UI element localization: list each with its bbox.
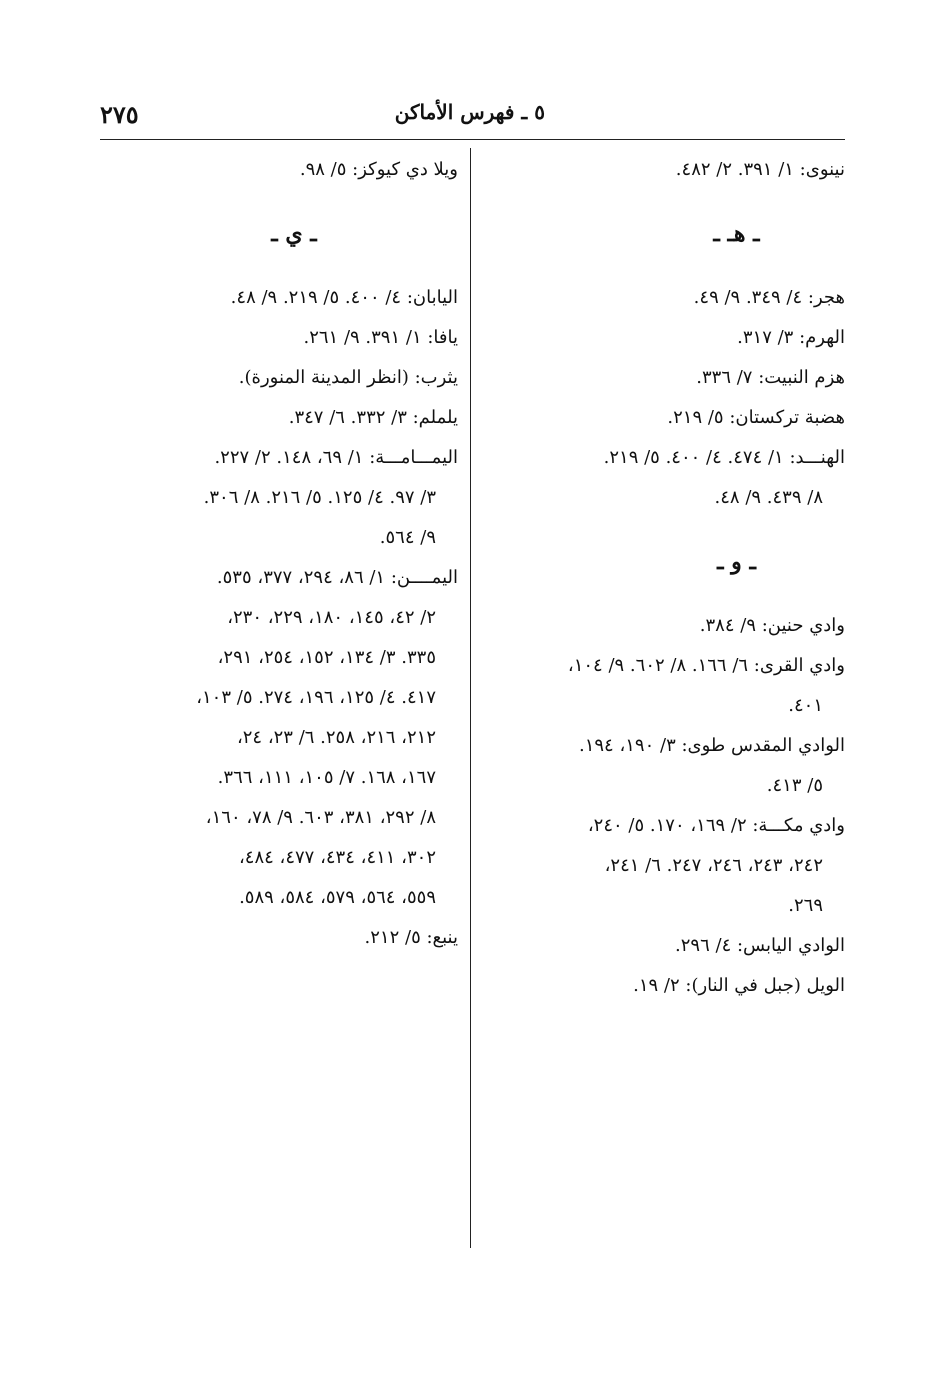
index-entry: الوادي اليابس: ٤/ ٢٩٦. [675,935,845,956]
index-entry-continuation: ٢/ ٤٢، ١٤٥، ١٨٠، ٢٢٩، ٢٣٠، [227,607,436,628]
index-entry-continuation: ٢١٢، ٢١٦، ٢٥٨. ٦/ ٢٣، ٢٤، [236,727,436,748]
index-entry: هجر: ٤/ ٣٤٩. ٩/ ٤٩. [693,287,845,308]
index-entry: اليمــــن: ١/ ٨٦، ٢٩٤، ٣٧٧، ٥٣٥. [216,567,458,588]
index-entry: وادي مكـــة: ٢/ ١٦٩، ١٧٠. ٥/ ٢٤٠، [587,815,845,836]
index-entry-continuation: ٤١٧. ٤/ ١٢٥، ١٩٦، ٢٧٤. ٥/ ١٠٣، [196,687,436,708]
header-rule [100,139,845,140]
index-entry: يافا: ١/ ٣٩١. ٩/ ٢٦١. [303,327,458,348]
index-entry-continuation: ٢٦٩. [788,895,823,916]
running-title: ٥ ـ فهرس الأماكن [394,100,545,124]
index-entry: هزم النبيت: ٧/ ٣٣٦. [696,367,845,388]
index-entry-continuation: ٣٠٢، ٤١١، ٤٣٤، ٤٧٧، ٤٨٤، [238,847,436,868]
section-letter-h: ـ هـ ـ [713,221,760,247]
index-entry-continuation: ٤٠١. [788,695,823,716]
page-number: ٢٧٥ [100,100,139,129]
index-entry-continuation: ٣٣٥. ٣/ ١٣٤، ١٥٢، ٢٥٤، ٢٩١، [217,647,436,668]
index-entry: وادي القرى: ٦/ ١٦٦. ٨/ ٦٠٢. ٩/ ١٠٤، [567,655,845,676]
index-entry-continuation: ٨/ ٤٣٩. ٩/ ٤٨. [714,487,823,508]
index-entry-continuation: ٨/ ٢٩٢، ٣٨١، ٦٠٣. ٩/ ٧٨، ١٦٠، [205,807,436,828]
index-entry: يلملم: ٣/ ٣٣٢. ٦/ ٣٤٧. [288,407,458,428]
right-column [488,150,845,1006]
index-entry: ينبع: ٥/ ٢١٢. [364,927,458,948]
index-entry: اليابان: ٤/ ٤٠٠. ٥/ ٢١٩. ٩/ ٤٨. [230,287,458,308]
index-entry: الهرم: ٣/ ٣١٧. [737,327,845,348]
index-entry: يثرب: (انظر المدينة المنورة). [238,367,458,388]
section-letter-w: ـ و ـ [717,549,756,575]
index-entry: اليمـــامـــة: ١/ ٦٩، ١٤٨. ٢/ ٢٢٧. [214,447,458,468]
index-entry-continuation: ٥/ ٤١٣. [766,775,823,796]
index-entry-continuation: ٢٤٢، ٢٤٣، ٢٤٦، ٢٤٧. ٦/ ٢٤١، [604,855,823,876]
index-entry-continuation: ٩/ ٥٦٤. [379,527,436,548]
index-entry: الويل (جبل في النار): ٢/ ١٩. [633,975,845,996]
column-divider [470,148,471,1248]
index-entry: الوادي المقدس طوى: ٣/ ١٩٠، ١٩٤. [578,735,845,756]
page-header [100,98,845,134]
index-entry: الهنـــد: ١/ ٤٧٤. ٤/ ٤٠٠. ٥/ ٢١٩. [603,447,845,468]
index-entry-continuation: ١٦٧، ١٦٨. ٧/ ١٠٥، ١١١، ٣٦٦. [217,767,436,788]
index-entry-continuation: ٣/ ٩٧. ٤/ ١٢٥. ٥/ ٢١٦. ٨/ ٣٠٦. [203,487,436,508]
index-entry: نينوى: ١/ ٣٩١. ٢/ ٤٨٢. [675,159,845,180]
index-entry: هضبة تركستان: ٥/ ٢١٩. [667,407,845,428]
left-column [100,150,458,958]
index-entry: ويلا دي كيوكز: ٥/ ٩٨. [299,159,458,180]
index-entry-continuation: ٥٥٩، ٥٦٤، ٥٧٩، ٥٨٤، ٥٨٩. [239,887,436,908]
index-entry: وادي حنين: ٩/ ٣٨٤. [699,615,845,636]
section-letter-y: ـ ي ـ [271,221,317,247]
